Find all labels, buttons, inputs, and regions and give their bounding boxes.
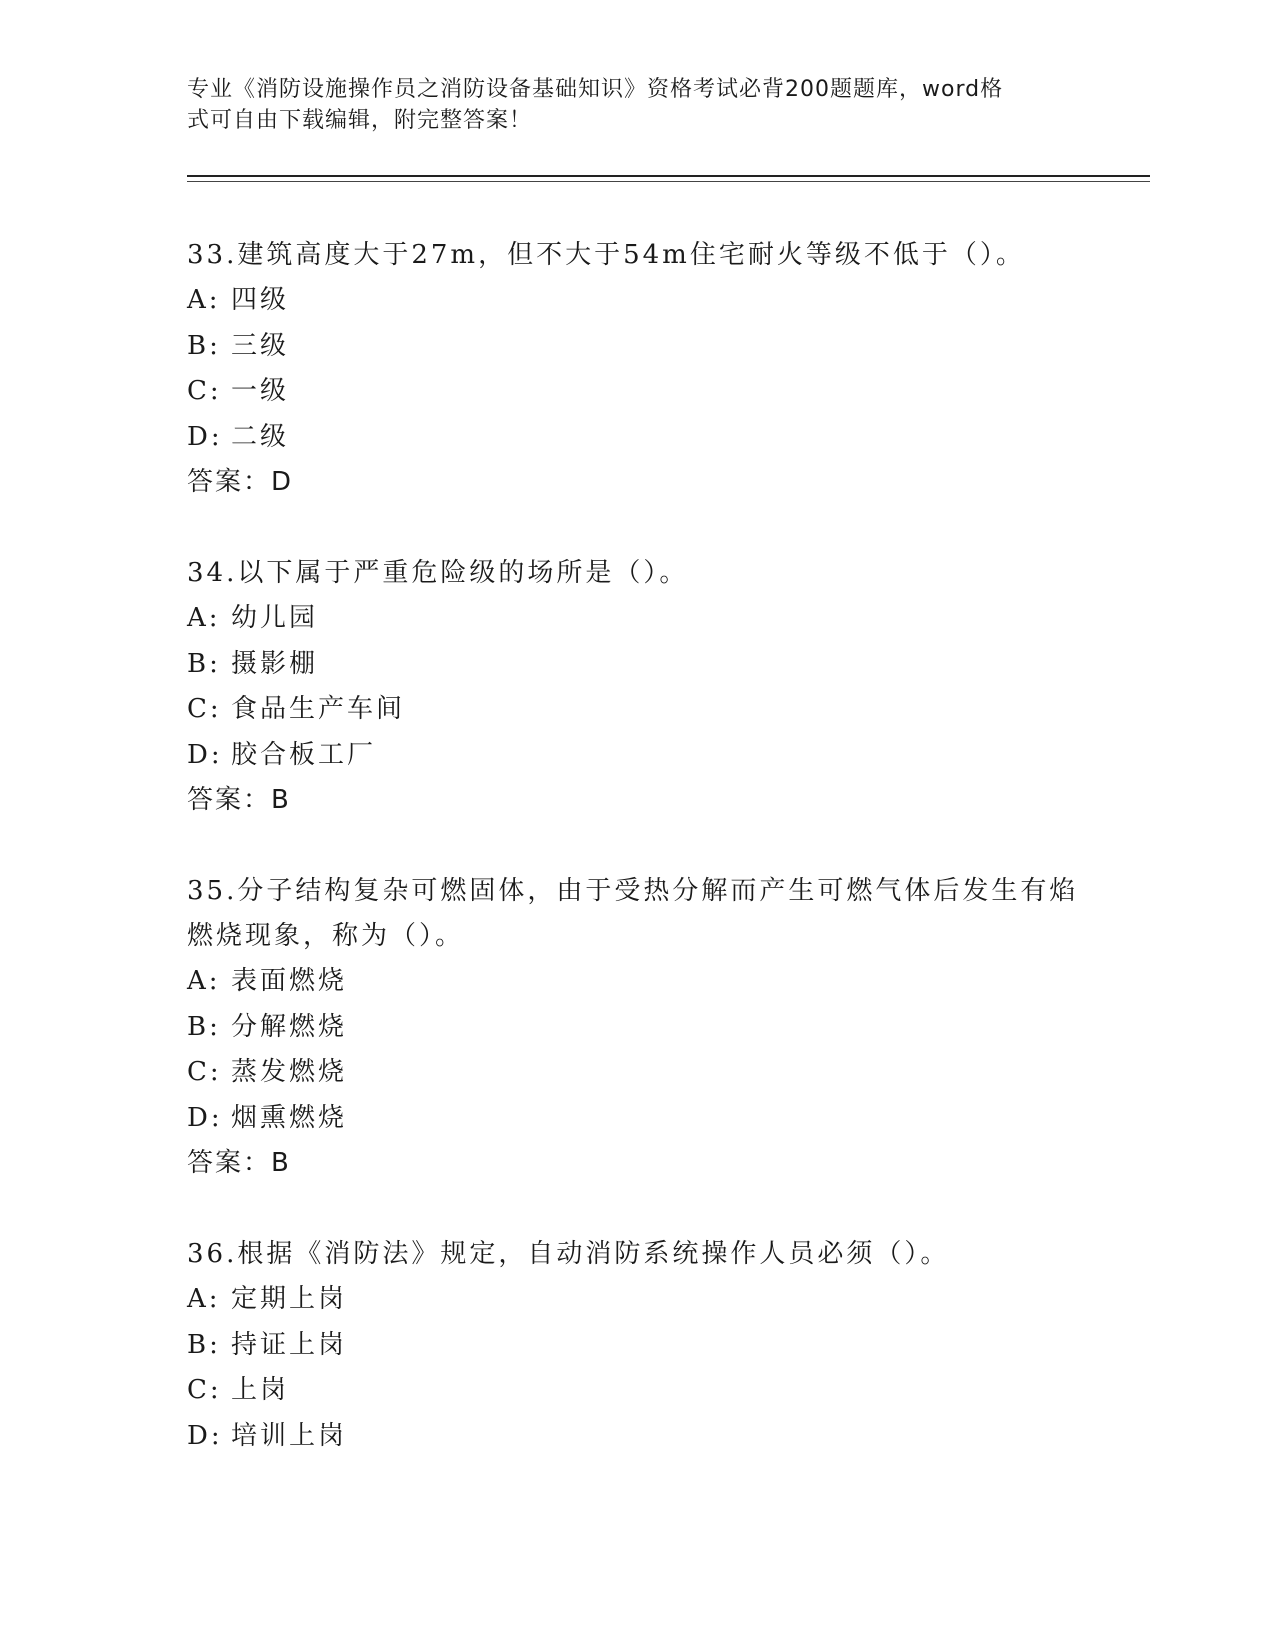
option-a [187,596,1087,642]
option-text: 二级 [231,421,290,452]
option-text: 三级 [231,330,290,361]
option-d [187,1096,1087,1142]
option-text: 胶合板工厂 [231,739,377,770]
option-letter: C: [187,1057,222,1087]
option-text: 食品生产车间 [231,694,406,724]
document-header [187,74,1087,136]
question-stem: 34.以下属于严重危险级的场所是（）。 [187,558,689,588]
option-letter: A: [187,285,221,315]
question-35 [187,869,1087,1186]
question-list [187,233,1087,1505]
option-text: 一级 [231,376,290,406]
question-stem: 33.建筑高度大于27m，但不大于54m住宅耐火等级不低于（）。 [187,240,1025,270]
option-letter: D: [187,421,223,452]
answer-line: 答案：B [187,785,291,815]
option-text: 上岗 [231,1375,290,1405]
question-34 [187,551,1087,823]
header-divider-thick [187,175,1150,177]
option-letter: A: [187,603,221,633]
option-c [187,369,1087,415]
option-b [187,1005,1087,1051]
question-36 [187,1232,1087,1459]
question-33 [187,233,1087,505]
option-letter: A: [187,966,221,996]
option-letter: B: [187,1329,221,1360]
option-letter: A: [187,1284,221,1314]
option-letter: B: [187,648,221,679]
option-b [187,642,1087,688]
question-stem: 35.分子结构复杂可燃固体，由于受热分解而产生可燃气体后发生有焰燃烧现象，称为（）。 [187,876,1079,951]
option-b [187,324,1087,370]
option-text: 持证上岗 [231,1329,348,1360]
option-text: 摄影棚 [231,648,319,679]
option-d [187,415,1087,461]
header-divider-thin [187,181,1150,182]
question-stem: 36.根据《消防法》规定，自动消防系统操作人员必须（）。 [187,1239,950,1269]
option-c [187,1368,1087,1414]
option-letter: B: [187,1011,221,1042]
option-text: 培训上岗 [231,1420,348,1451]
answer-line: 答案：D [187,467,294,497]
option-a [187,959,1087,1005]
option-a [187,278,1087,324]
option-letter: B: [187,330,221,361]
option-letter: D: [187,739,223,770]
option-text: 四级 [231,285,290,315]
option-a [187,1277,1087,1323]
option-c [187,1050,1087,1096]
option-c [187,687,1087,733]
option-text: 表面燃烧 [231,966,348,996]
option-d [187,1414,1087,1460]
option-letter: C: [187,1375,222,1405]
option-text: 烟熏燃烧 [231,1102,348,1133]
option-text: 幼儿园 [231,603,319,633]
option-letter: D: [187,1420,223,1451]
option-letter: C: [187,376,222,406]
header-line-1: 专业《消防设施操作员之消防设备基础知识》资格考试必背200题题库，word格 [187,77,1004,102]
option-letter: C: [187,694,222,724]
option-letter: D: [187,1102,223,1133]
option-text: 定期上岗 [231,1284,348,1314]
option-text: 蒸发燃烧 [231,1057,348,1087]
option-d [187,733,1087,779]
answer-line: 答案：B [187,1148,291,1178]
option-b [187,1323,1087,1369]
option-text: 分解燃烧 [231,1011,348,1042]
header-line-2: 式可自由下载编辑，附完整答案！ [187,108,533,133]
